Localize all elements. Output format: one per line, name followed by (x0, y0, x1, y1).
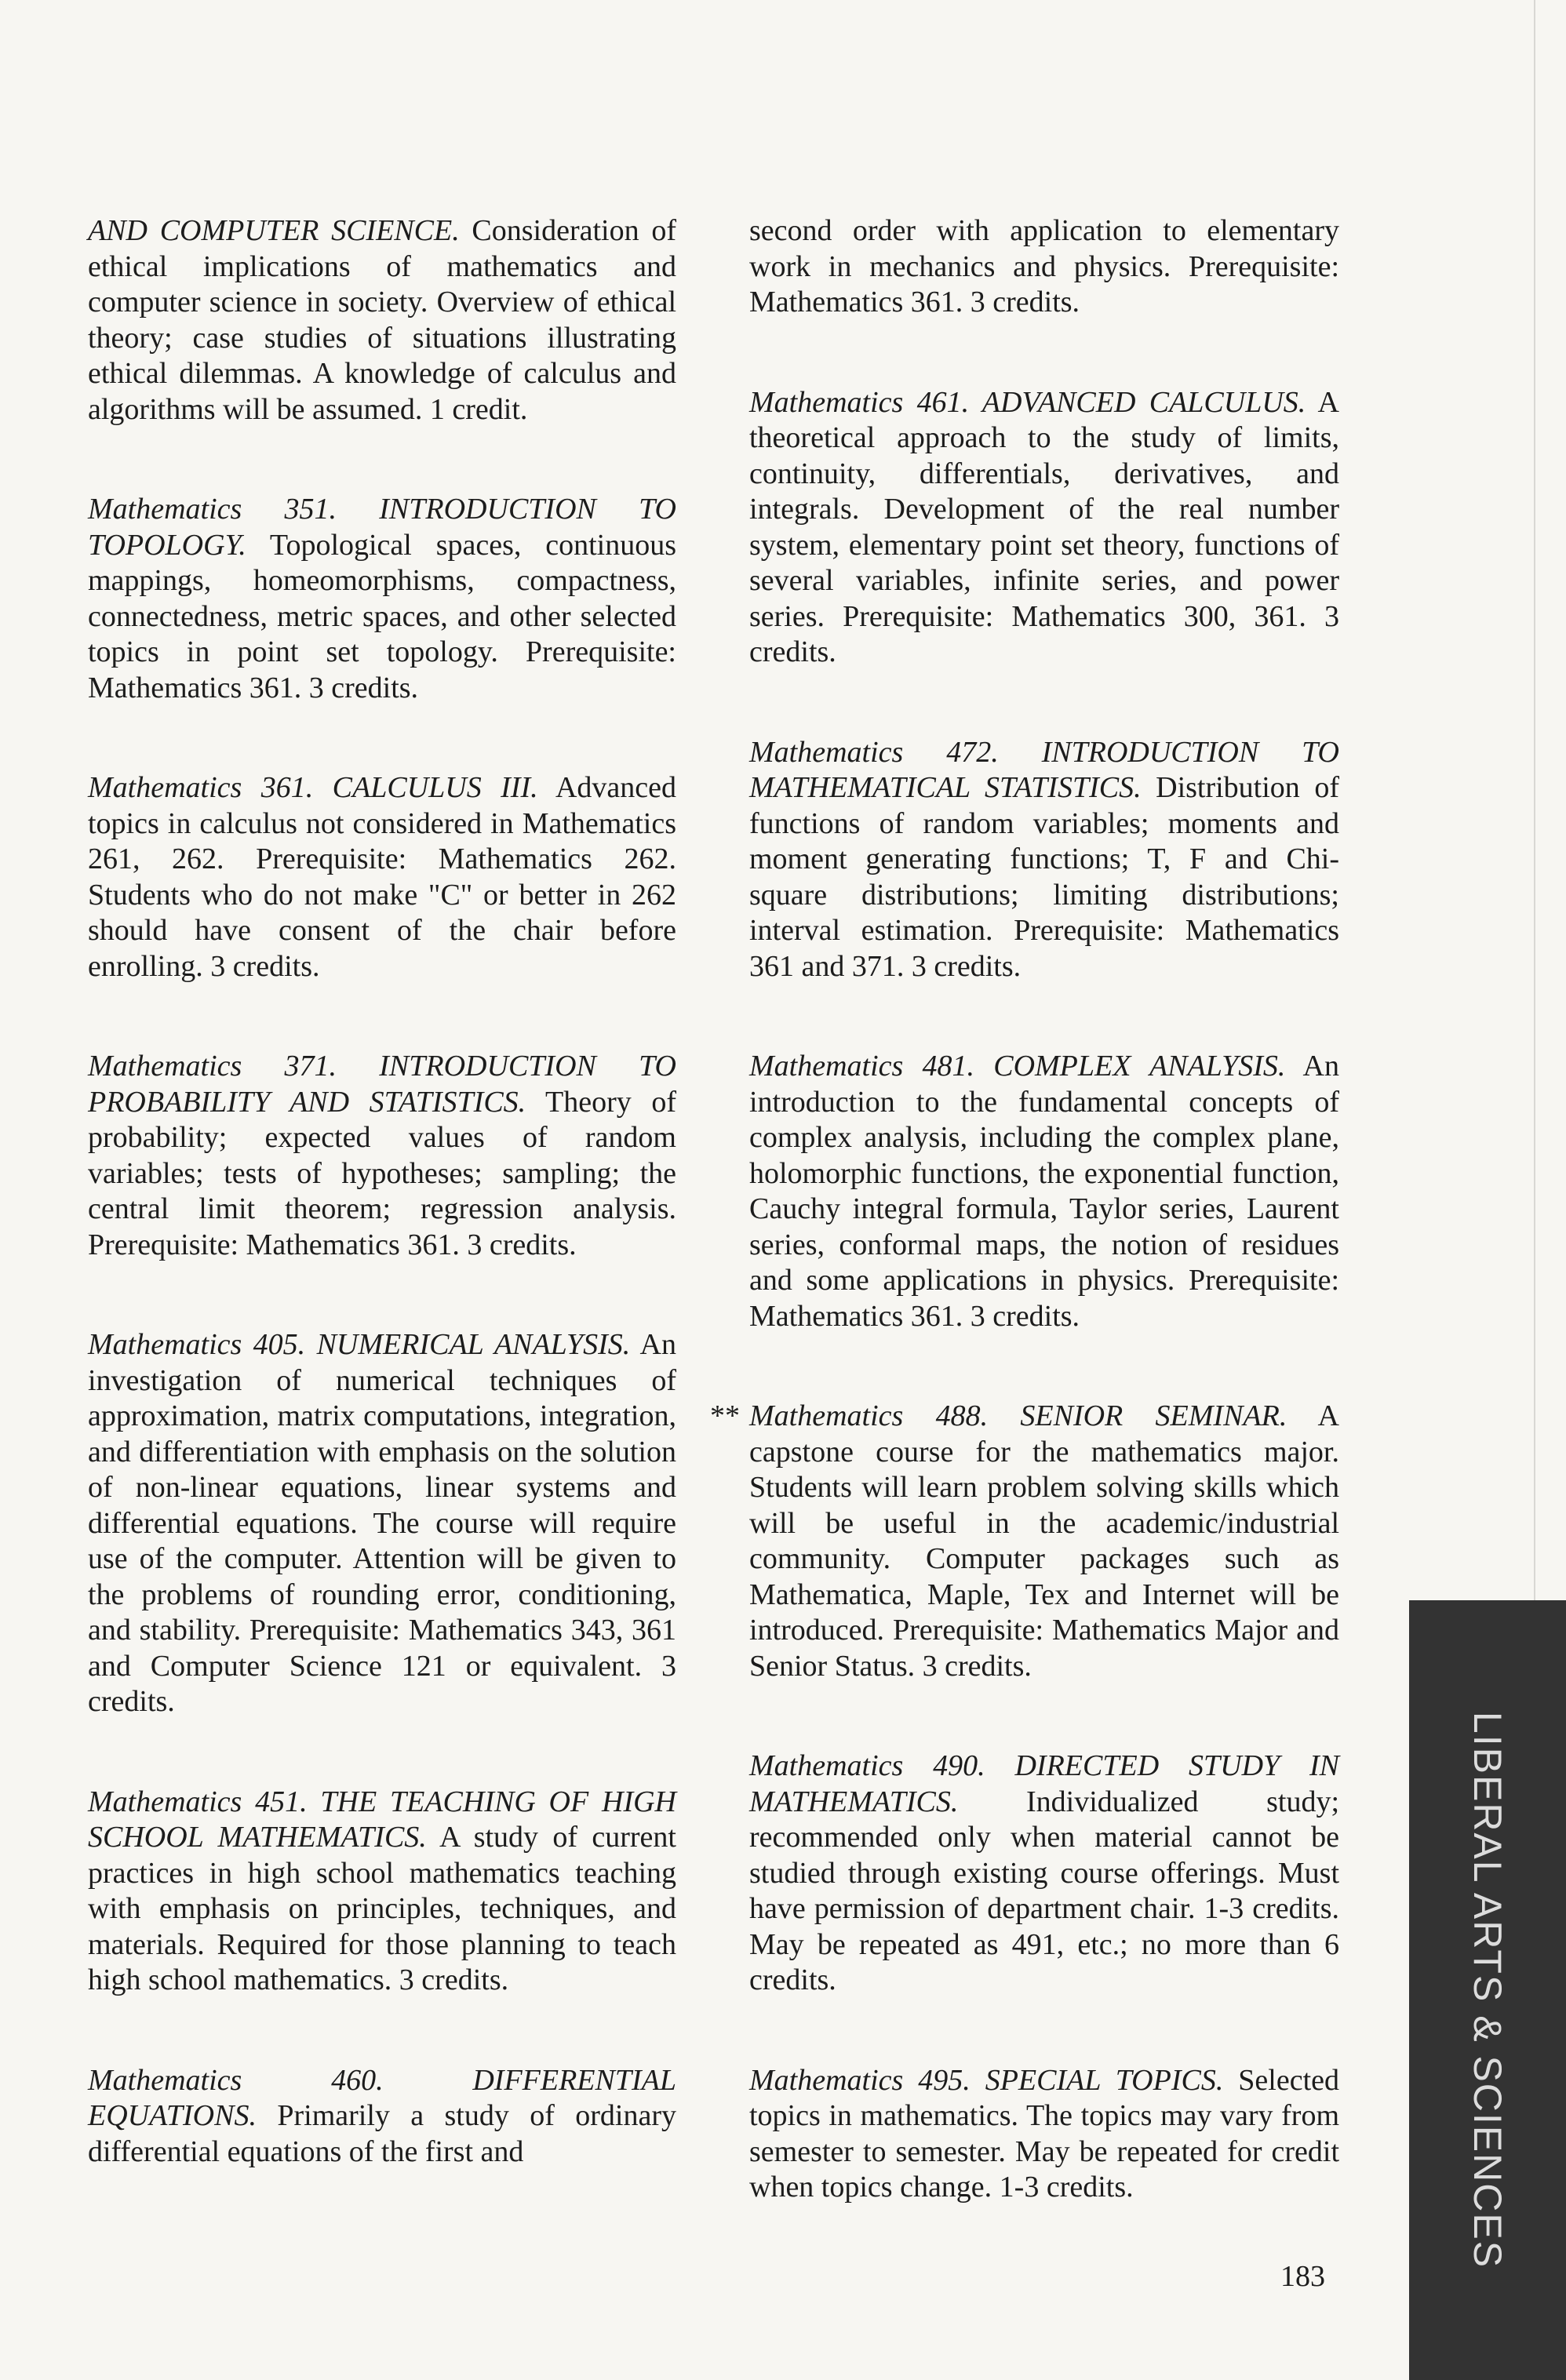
course-entry (749, 2063, 1339, 2206)
course-heading: Mathematics 488. SENIOR SEMINAR. (749, 1399, 1287, 1432)
course-heading: Mathematics 371. INTRODUCTION TO PROBABILITY AND STATISTICS. (88, 1050, 676, 1119)
course-description: Selected topics in mathematics. The topics may vary from semester to semester. May be repeated for credit when topics change. 1-3 credits. (749, 2063, 1339, 2204)
course-description: Topological spaces, continuous mappings, homeomorphisms, compactness, connectedness, metric spaces, and other selected topics in point set topology. Prerequisite: Mathematics 361. 3 credits. (88, 528, 676, 704)
course-heading: Mathematics 460. DIFFERENTIAL EQUATIONS. (88, 2063, 676, 2132)
course-description: An introduction to the fundamental concepts of complex analysis, including the complex plane, holomorphic functions, the exponential function, Cauchy integral formula, Taylor series, Laurent series, conformal maps, the notion of residues and some applications in physics. Prerequisite: Mathematics 361. 3 credits. (749, 1050, 1339, 1333)
course-description: Advanced topics in calculus not considered in Mathematics 261, 262. Prerequisite: Mathematics 262. Students who do not make "C" or better in 262 should have consent of the chair before enrolling. 3 credits. (88, 771, 676, 983)
course-heading: Mathematics 495. SPECIAL TOPICS. (749, 2063, 1224, 2097)
course-description: Primarily a study of ordinary differential equations of the first and (88, 2099, 676, 2168)
section-tab (1409, 1600, 1566, 2380)
course-entry (88, 1049, 676, 1263)
course-heading: Mathematics 481. COMPLEX ANALYSIS. (749, 1050, 1286, 1083)
course-entry (710, 1399, 1339, 1684)
course-heading: Mathematics 351. INTRODUCTION TO TOPOLOGY. (88, 493, 676, 562)
course-entry (749, 735, 1339, 985)
course-entry (88, 492, 676, 706)
course-heading: Mathematics 472. INTRODUCTION TO MATHEMATICAL STATISTICS. (749, 735, 1339, 804)
course-entry (88, 1785, 676, 1999)
course-description: second order with application to elementary work in mechanics and physics. Prerequisite: Mathematics 361. 3 credits. (749, 214, 1339, 318)
section-tab-label: LIBERAL ARTS & SCIENCES (1466, 1711, 1510, 2269)
page-edge-divider (1534, 0, 1535, 1600)
right-column (710, 213, 1339, 2270)
course-entry (749, 1749, 1339, 1999)
course-description: A capstone course for the mathematics major. Students will learn problem solving skills which will be useful in the academic/industrial community. Computer packages such as Mathematica, Maple, Tex and Internet will be introduced. Prerequisite: Mathematics Major and Senior Status. 3 credits. (749, 1399, 1339, 1683)
course-heading: Mathematics 361. CALCULUS III. (88, 771, 538, 804)
course-entry (88, 770, 676, 984)
page-number: 183 (1280, 2260, 1325, 2293)
course-description: Theory of probability; expected values of random variables; tests of hypotheses; sampling; the central limit theorem; regression analysis. Prerequisite: Mathematics 361. 3 credits. (88, 1085, 677, 1261)
course-description: A theoretical approach to the study of limits, continuity, differentials, derivatives, and integrals. Development of the real number system, elementary point set theory, functions of several variables, infinite series, and power series. Prerequisite: Mathematics 300, 361. 3 credits. (749, 385, 1339, 668)
course-description: Consideration of ethical implications of mathematics and computer science in society. Overview of ethical theory; case studies of situations illustrating ethical dilemmas. A knowledge of calculus and algorithms will be assumed. 1 credit. (88, 214, 676, 426)
course-description: A study of current practices in high school mathematics teaching with emphasis on principles, techniques, and materials. Required for those planning to teach high school mathematics. 3 credits. (88, 1821, 676, 1996)
course-entry (88, 1327, 676, 1720)
course-entry (88, 2063, 676, 2171)
left-column (88, 213, 676, 2234)
course-heading: Mathematics 451. THE TEACHING OF HIGH SCHOOL MATHEMATICS. (88, 1785, 676, 1854)
course-entry (749, 1049, 1339, 1334)
course-entry (88, 213, 676, 428)
course-description: Individualized study; recommended only when material cannot be studied through existing course offerings. Must have permission of department chair. 1-3 credits. May be repeated as 491, etc.; no more than 6 credits. (749, 1785, 1339, 1996)
course-entry (749, 213, 1339, 321)
course-description: An investigation of numerical techniques of approximation, matrix computations, integration, and differentiation with emphasis on the solution of non-linear equations, linear systems and differential equations. The course will require use of the computer. Attention will be given to the problems of rounding error, conditioning, and stability. Prerequisite: Mathematics 343, 361 and Computer Science 121 or equivalent. 3 credits. (88, 1328, 676, 1718)
course-heading: Mathematics 490. DIRECTED STUDY IN MATHEMATICS. (749, 1749, 1339, 1818)
course-entry (749, 385, 1339, 671)
course-heading: Mathematics 405. NUMERICAL ANALYSIS. (88, 1328, 631, 1361)
new-course-marker: ** (710, 1399, 740, 1432)
course-description: Distribution of functions of random variables; moments and moment generating functions; T, F and Chi-square distributions; limiting distributions; interval estimation. Prerequisite: Mathematics 361 and 371. 3 credits. (749, 771, 1339, 983)
course-heading: AND COMPUTER SCIENCE. (88, 214, 460, 247)
course-heading: Mathematics 461. ADVANCED CALCULUS. (749, 385, 1306, 419)
